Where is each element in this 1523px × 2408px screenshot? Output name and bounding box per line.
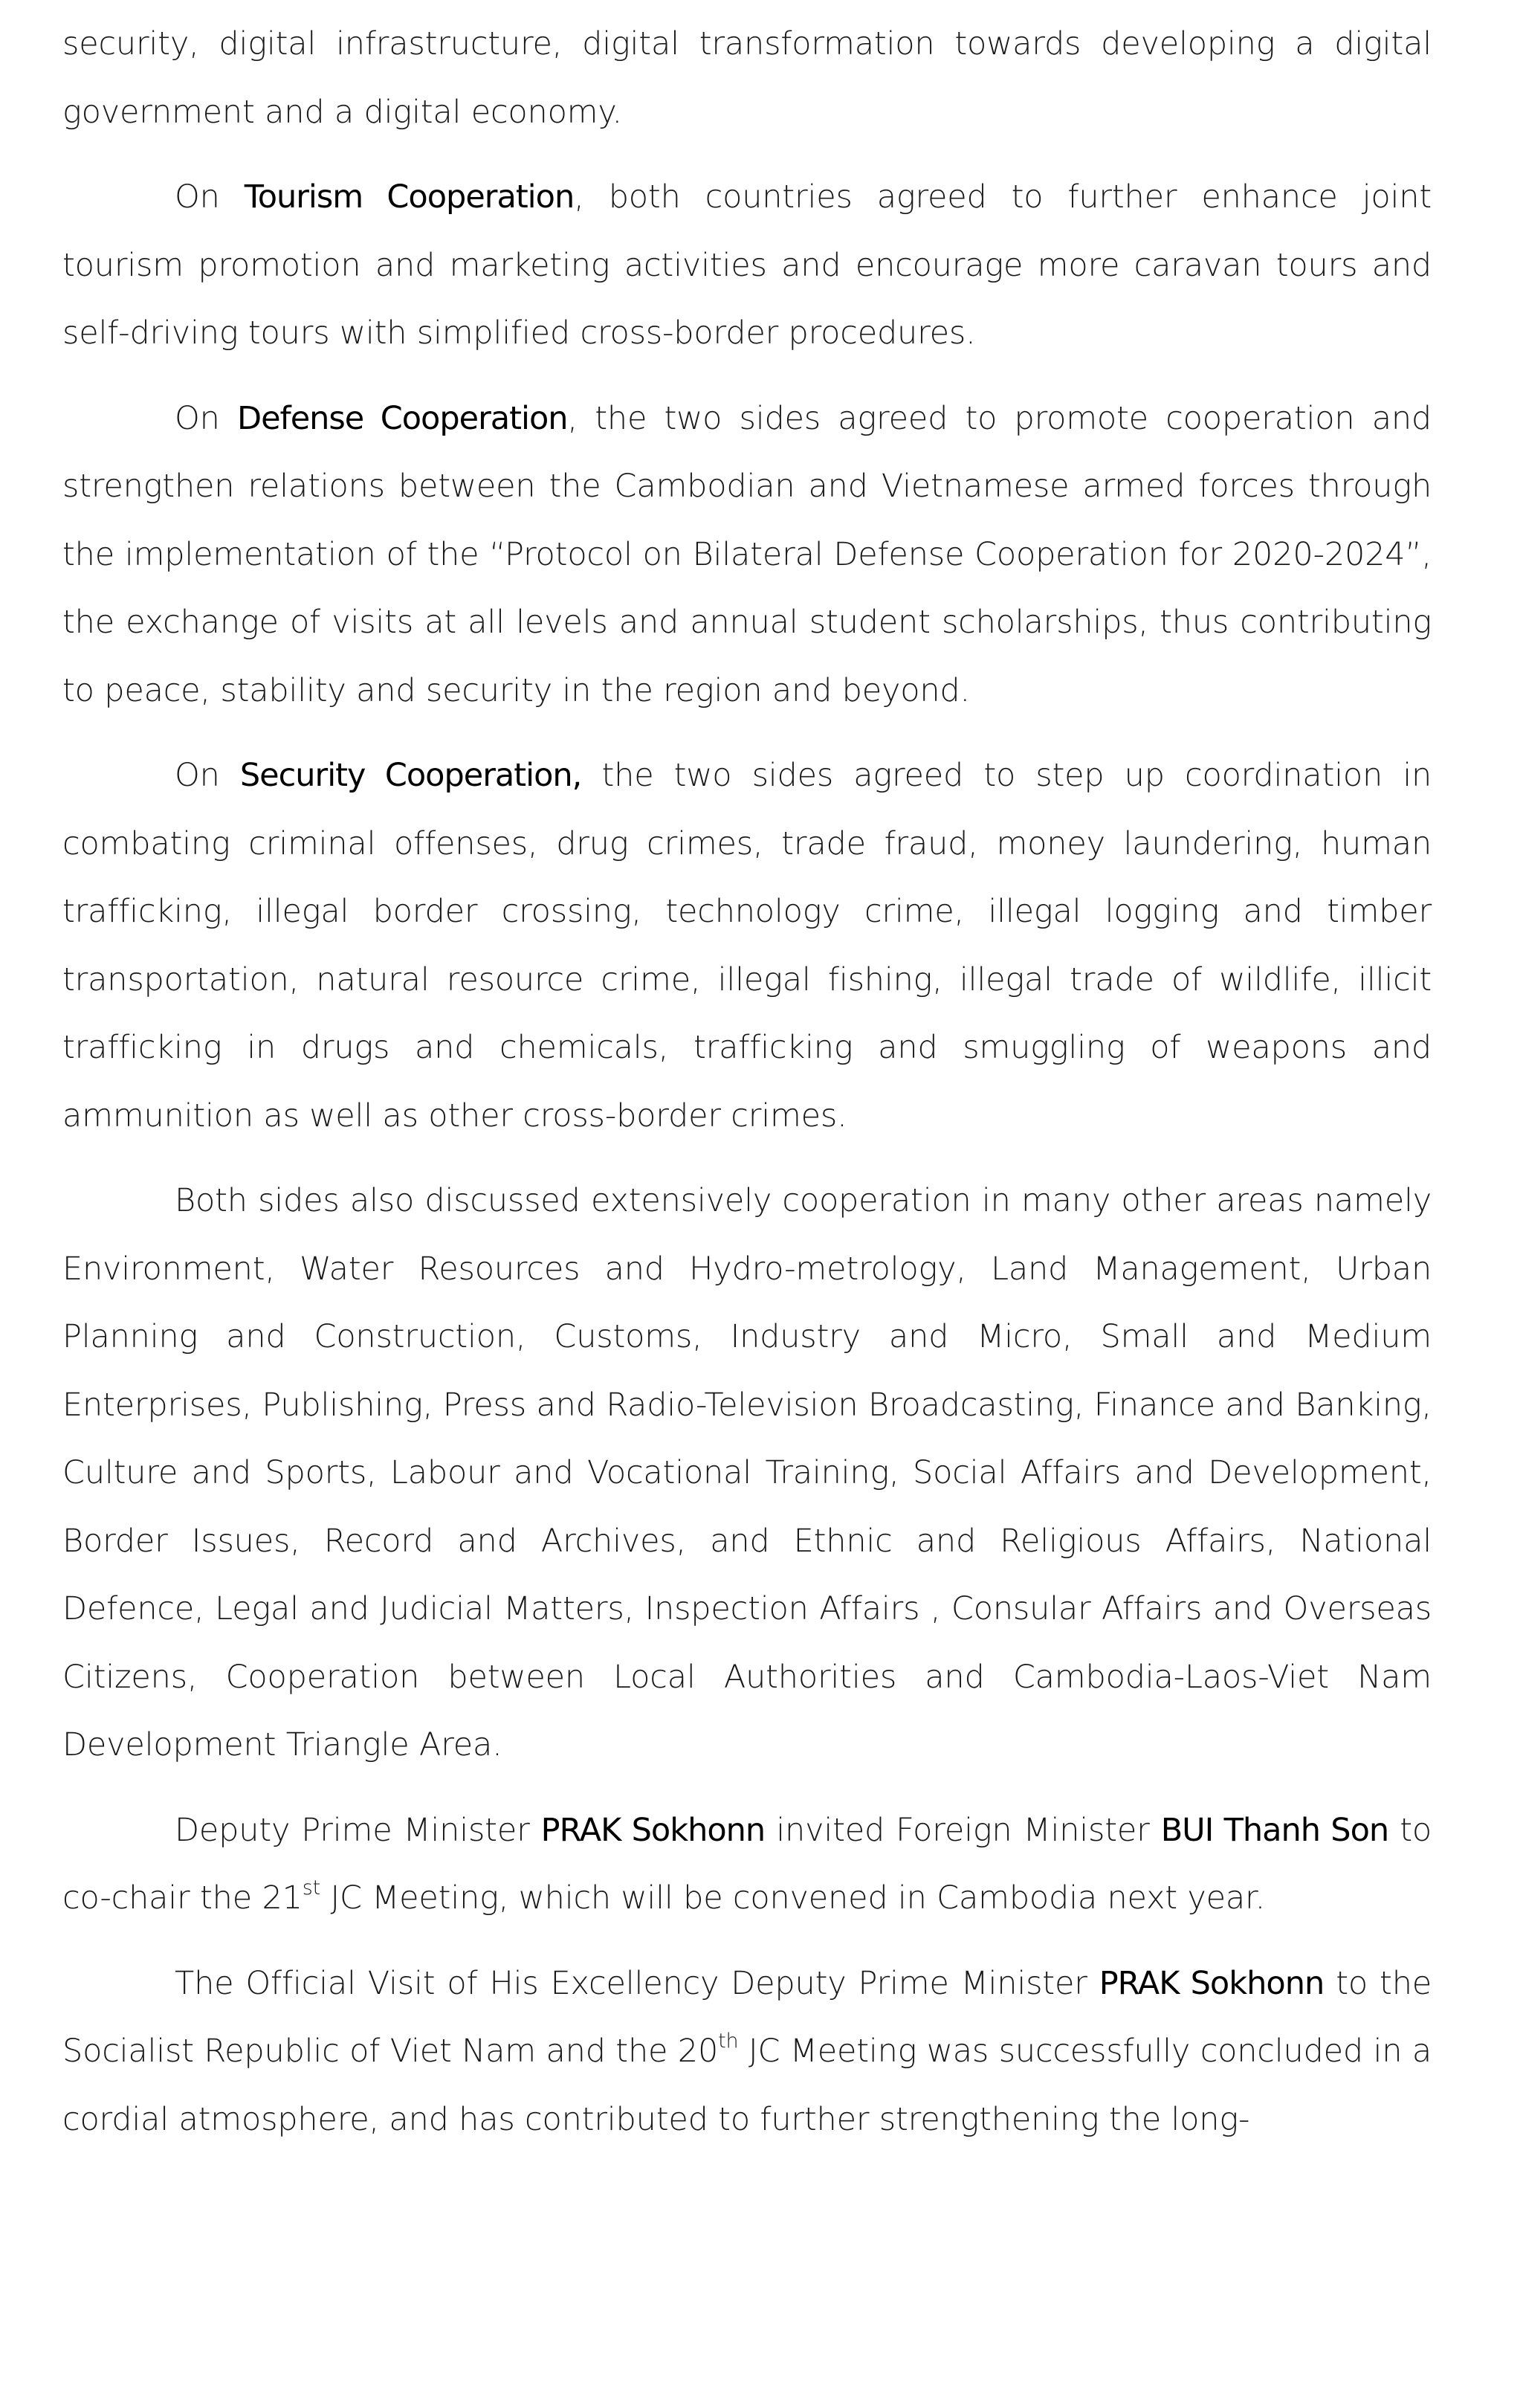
paragraph-text: to co-chair the 21 <box>62 1811 1432 1917</box>
paragraph-lead: On <box>175 399 237 437</box>
paragraph-text: The Official Visit of His Excellency Deputy Prime Minister <box>175 1964 1099 2002</box>
paragraph-text: Deputy Prime Minister <box>175 1811 541 1849</box>
paragraph-conclusion <box>62 1950 1432 2154</box>
heading-defense-cooperation: Defense Cooperation <box>236 399 568 437</box>
paragraph-security-cooperation <box>62 742 1432 1150</box>
document-body <box>62 10 1432 2171</box>
paragraph-other-areas <box>62 1167 1432 1780</box>
paragraph-text: , both countries agreed to further enhance joint tourism promotion and marketing activities and encourage more caravan tours and self-driving tours with simplified cross-border procedures. <box>62 178 1432 352</box>
paragraph-text: , the two sides agreed to promote cooperation and strengthen relations between the Cambodian and Vietnamese armed forces through the implementation of the “Protocol on Bilateral Defense Cooperation for 2020-2024”, the exchange of visits at all levels and annual student scholarships, thus contributing to peace, stability and security in the region and beyond. <box>62 399 1432 709</box>
paragraph-text: JC Meeting was successfully concluded in a cordial atmosphere, and has contributed to further strengthening the long- <box>62 2033 1432 2138</box>
paragraph-text: JC Meeting, which will be convened in Cambodia next year. <box>320 1879 1266 1917</box>
paragraph-digital-economy <box>62 10 1432 146</box>
ordinal-suffix: th <box>718 2030 739 2053</box>
paragraph-tourism-cooperation <box>62 164 1432 368</box>
ordinal-suffix: st <box>302 1876 321 1899</box>
paragraph-lead: On <box>175 178 245 216</box>
person-name-prak-sokhonn: PRAK Sokhonn <box>1099 1964 1325 2002</box>
paragraph-text: security, digital infrastructure, digital transformation towards developing a digital government and a digital economy. <box>62 25 1432 131</box>
heading-tourism-cooperation: Tourism Cooperation <box>244 178 575 216</box>
paragraph-lead: On <box>175 757 240 794</box>
person-name-prak-sokhonn: PRAK Sokhonn <box>540 1811 766 1849</box>
paragraph-text: to the Socialist Republic of Viet Nam and the 20 <box>62 1964 1432 2070</box>
heading-security-cooperation: Security Cooperation, <box>239 757 582 794</box>
paragraph-defense-cooperation <box>62 385 1432 726</box>
paragraph-next-meeting <box>62 1797 1432 1933</box>
paragraph-text: the two sides agreed to step up coordination in combating criminal offenses, drug crimes, trade fraud, money laundering, human trafficking, illegal border crossing, technology crime, illegal logging and timber transportation, natural resource crime, illegal fishing, illegal trade of wildlife, illicit trafficking in drugs and chemicals, trafficking and smuggling of weapons and ammunition as well as other cross-border crimes. <box>62 757 1432 1134</box>
paragraph-text: Both sides also discussed extensively cooperation in many other areas namely Environment, Water Resources and Hydro-metrology, Land Management, Urban Planning and Construction, Customs, Industry and Micro, Small and Medium Enterprises, Publishing, Press and Radio-Television Broadcasting, Finance and Banking, Culture and Sports, Labour and Vocational Training, Social Affairs and Development, Border Issues, Record and Archives, and Ethnic and Religious Affairs, National Defence, Legal and Judicial Matters, Inspection Affairs , Consular Affairs and Overseas Citizens, Cooperation between Local Authorities and Cambodia-Laos-Viet Nam Development Triangle Area. <box>62 1182 1432 1763</box>
paragraph-text: invited Foreign Minister <box>765 1811 1161 1849</box>
person-name-bui-thanh-son: BUI Thanh Son <box>1160 1811 1389 1849</box>
